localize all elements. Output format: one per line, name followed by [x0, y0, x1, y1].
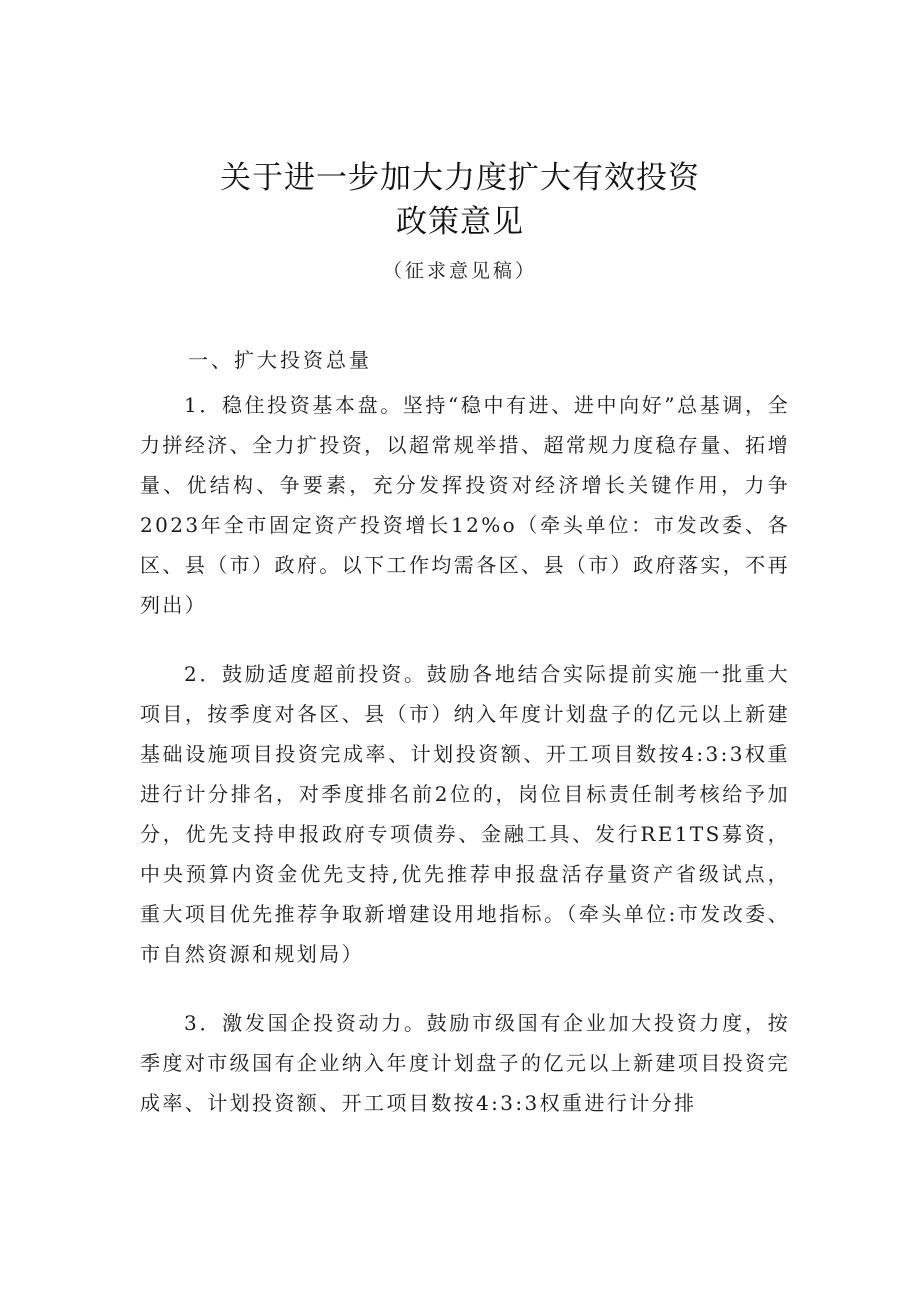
- paragraph-3: 3．激发国企投资动力。鼓励市级国有企业加大投资力度，按季度对市级国有企业纳入年度计划盘子的亿元以上新建项目投资完成率、计划投资额、开工项目数按4:3:3权重进行计分排: [140, 1011, 790, 1115]
- document-subtitle: （征求意见稿）: [382, 260, 537, 282]
- paragraph-2-block: [140, 654, 790, 974]
- paragraph-1-block: [140, 385, 790, 625]
- document-title-line-2: 政策意见: [396, 204, 524, 240]
- document-title-line-1: 关于进一步加大力度扩大有效投资: [220, 160, 700, 196]
- paragraph-2: 2．鼓励适度超前投资。鼓励各地结合实际提前实施一批重大项目，按季度对各区、县（市）纳入年度计划盘子的亿元以上新建基础设施项目投资完成率、计划投资额、开工项目数按4:3:3权重进行计分排名，对季度排名前2位的，岗位目标责任制考核给予加分，优先支持申报政府专项债券、金融工具、发行RE1TS募资，中央预算内资金优先支持,优先推荐申报盘活存量资产省级试点，重大项目优先推荐争取新增建设用地指标。（牵头单位:市发改委、市自然资源和规划局）: [140, 662, 790, 966]
- paragraph-3-block: [140, 1003, 790, 1123]
- paragraph-1: 1．稳住投资基本盘。坚持“稳中有进、进中向好”总基调，全力拼经济、全力扩投资，以超常规举措、超常规力度稳存量、拓增量、优结构、争要素，充分发挥投资对经济增长关键作用，力争2023年全市固定资产投资增长12%o（牵头单位：市发改委、各区、县（市）政府。以下工作均需各区、县（市）政府落实，不再列出）: [140, 393, 790, 617]
- section-heading: 一、扩大投资总量: [188, 348, 372, 372]
